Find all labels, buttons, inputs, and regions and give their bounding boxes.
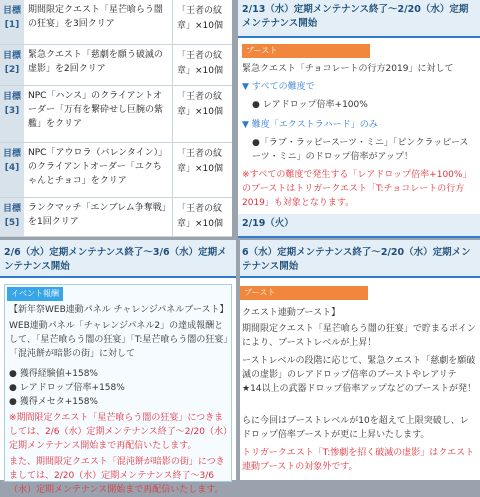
row-label: 目標[4] (0, 143, 24, 197)
row-label: 目標[1] (0, 0, 24, 44)
boost-description: ーストレベルの段階に応じて、緊急クエスト「慈劇を願破滅の虚影」のレアドロップ倍率のブーストやレアリテ★14以上の武器ドロップ倍率アップなどのブーストが発！ (242, 356, 476, 394)
row-reward: 「王者の紋章」×10個 (172, 0, 232, 44)
boost-target-line: 緊急クエスト「チョコレートの行方2019」に対して (242, 64, 454, 74)
boost-title: クエスト連動ブースト】 (242, 308, 341, 318)
event-title: 【新年祭WEB連動パネル チャレンジパネルブースト】 (9, 305, 229, 315)
table-row (0, 0, 232, 45)
table-row (0, 198, 232, 237)
row-reward: 「王者の紋章」×10個 (172, 86, 232, 142)
bonus-item: ● 獲得経験値+158% (9, 369, 98, 379)
boost-badge: ブースト (240, 286, 368, 300)
row-label: 目標[5] (0, 198, 24, 236)
row-task: 期間限定クエスト「星芒喰らう闇の狂宴」を3回クリア (28, 5, 163, 29)
boost-effect-item: ● レアドロップ倍率+100% (252, 100, 368, 110)
section-header: 2/13（水）定期メンテナンス終了〜2/20（水）定期メンテナンス開始 (242, 4, 469, 29)
boost-effect-item: ●「ラブ・ラッピースーツ・ミニ」「ピンクラッピースーツ・ミニ」のドロップ倍率がアップ！ (252, 138, 469, 162)
difficulty-heading: ▼ 難度「エクストラハード」のみ (242, 120, 378, 130)
row-reward: 「王者の紋章」×10個 (172, 143, 232, 197)
boost-info-panel-top (238, 0, 480, 236)
goal-table-panel (0, 0, 232, 236)
boost-description: らに今回はブーストレベルが10を超えて上限突破し、レドロップ倍率ブーストが更に上昇いたします。 (242, 416, 469, 440)
notice-text: トリガークエスト「T:惨劇を招く破滅の虚影」はクエスト連動ブーストの対象外です。 (242, 448, 475, 472)
row-task: NPC「ハンス」のクライアントオーダー「万有を繋砕せし巨腕の紫艦」をクリア (28, 91, 164, 129)
boost-badge: ブースト (242, 44, 370, 58)
event-description: WEB連動パネル「チャレンジパネル2」の達成報酬として、「星芒喰らう闇の狂宴」「T:星芒喰らう闇の狂宴」「混沌餅が暗影の街」に対して (9, 321, 228, 359)
event-reward-box (4, 284, 232, 495)
date-header: 2/19（火） (242, 218, 294, 229)
notice-text: ※期間限定クエスト「星芒喰らう闇の狂宴」につきましては、2/6（水）定期メンテナンス終了〜2/20（水）定期メンテナンス開始まで再配信いたします。 (9, 413, 228, 451)
row-label: 目標[3] (0, 86, 24, 142)
bonus-item: ● 獲得メセタ+158% (9, 397, 98, 407)
event-badge: イベント報酬 (7, 287, 63, 301)
row-reward: 「王者の紋章」×10個 (172, 45, 232, 85)
row-task: 緊急クエスト「慈劇を願う破滅の虚影」を2回クリア (28, 50, 163, 74)
section-header: 2/6（水）定期メンテナンス終了〜3/6（水）定期メンテナンス開始 (4, 247, 227, 272)
table-row (0, 143, 232, 198)
row-reward: 「王者の紋章」×10個 (172, 198, 232, 236)
notice-text: また、期間限定クエスト「混沌餅が暗影の街」につきましては、2/20（水）定期メンテナンス終了〜3/6（水）定期メンテナンス開始まで再配信いたします。 (9, 457, 225, 495)
notice-text: ※すべての難度で発生する「レアドロップ倍率+100%」のブーストはトリガークエスト「T:チョコレートの行方2019」も対象となります。 (242, 170, 472, 208)
bonus-item: ● レアドロップ倍率+158% (9, 383, 125, 393)
boost-info-panel-bottom-right (240, 240, 480, 480)
section-header: 6（水）定期メンテナンス終了〜2/20（水）定期メンテナンス開始 (242, 247, 471, 272)
difficulty-heading: ▼ すべての難度で (242, 82, 315, 92)
table-row (0, 86, 232, 143)
row-task: NPC「アウロラ（バレンタイン）」のクライアントオーダー「ユクちゃんとチョコ」をクリア (28, 148, 168, 186)
row-task: ランクマッチ「エンブレム争奪戦」を1回クリア (28, 203, 167, 227)
row-label: 目標[2] (0, 45, 24, 85)
table-row (0, 45, 232, 86)
boost-info-panel-bottom-left (0, 240, 236, 495)
boost-description: 期間限定クエスト「星芒喰らう闇の狂宴」で貯まるポインにより、ブーストレベルが上昇！ (242, 324, 476, 348)
